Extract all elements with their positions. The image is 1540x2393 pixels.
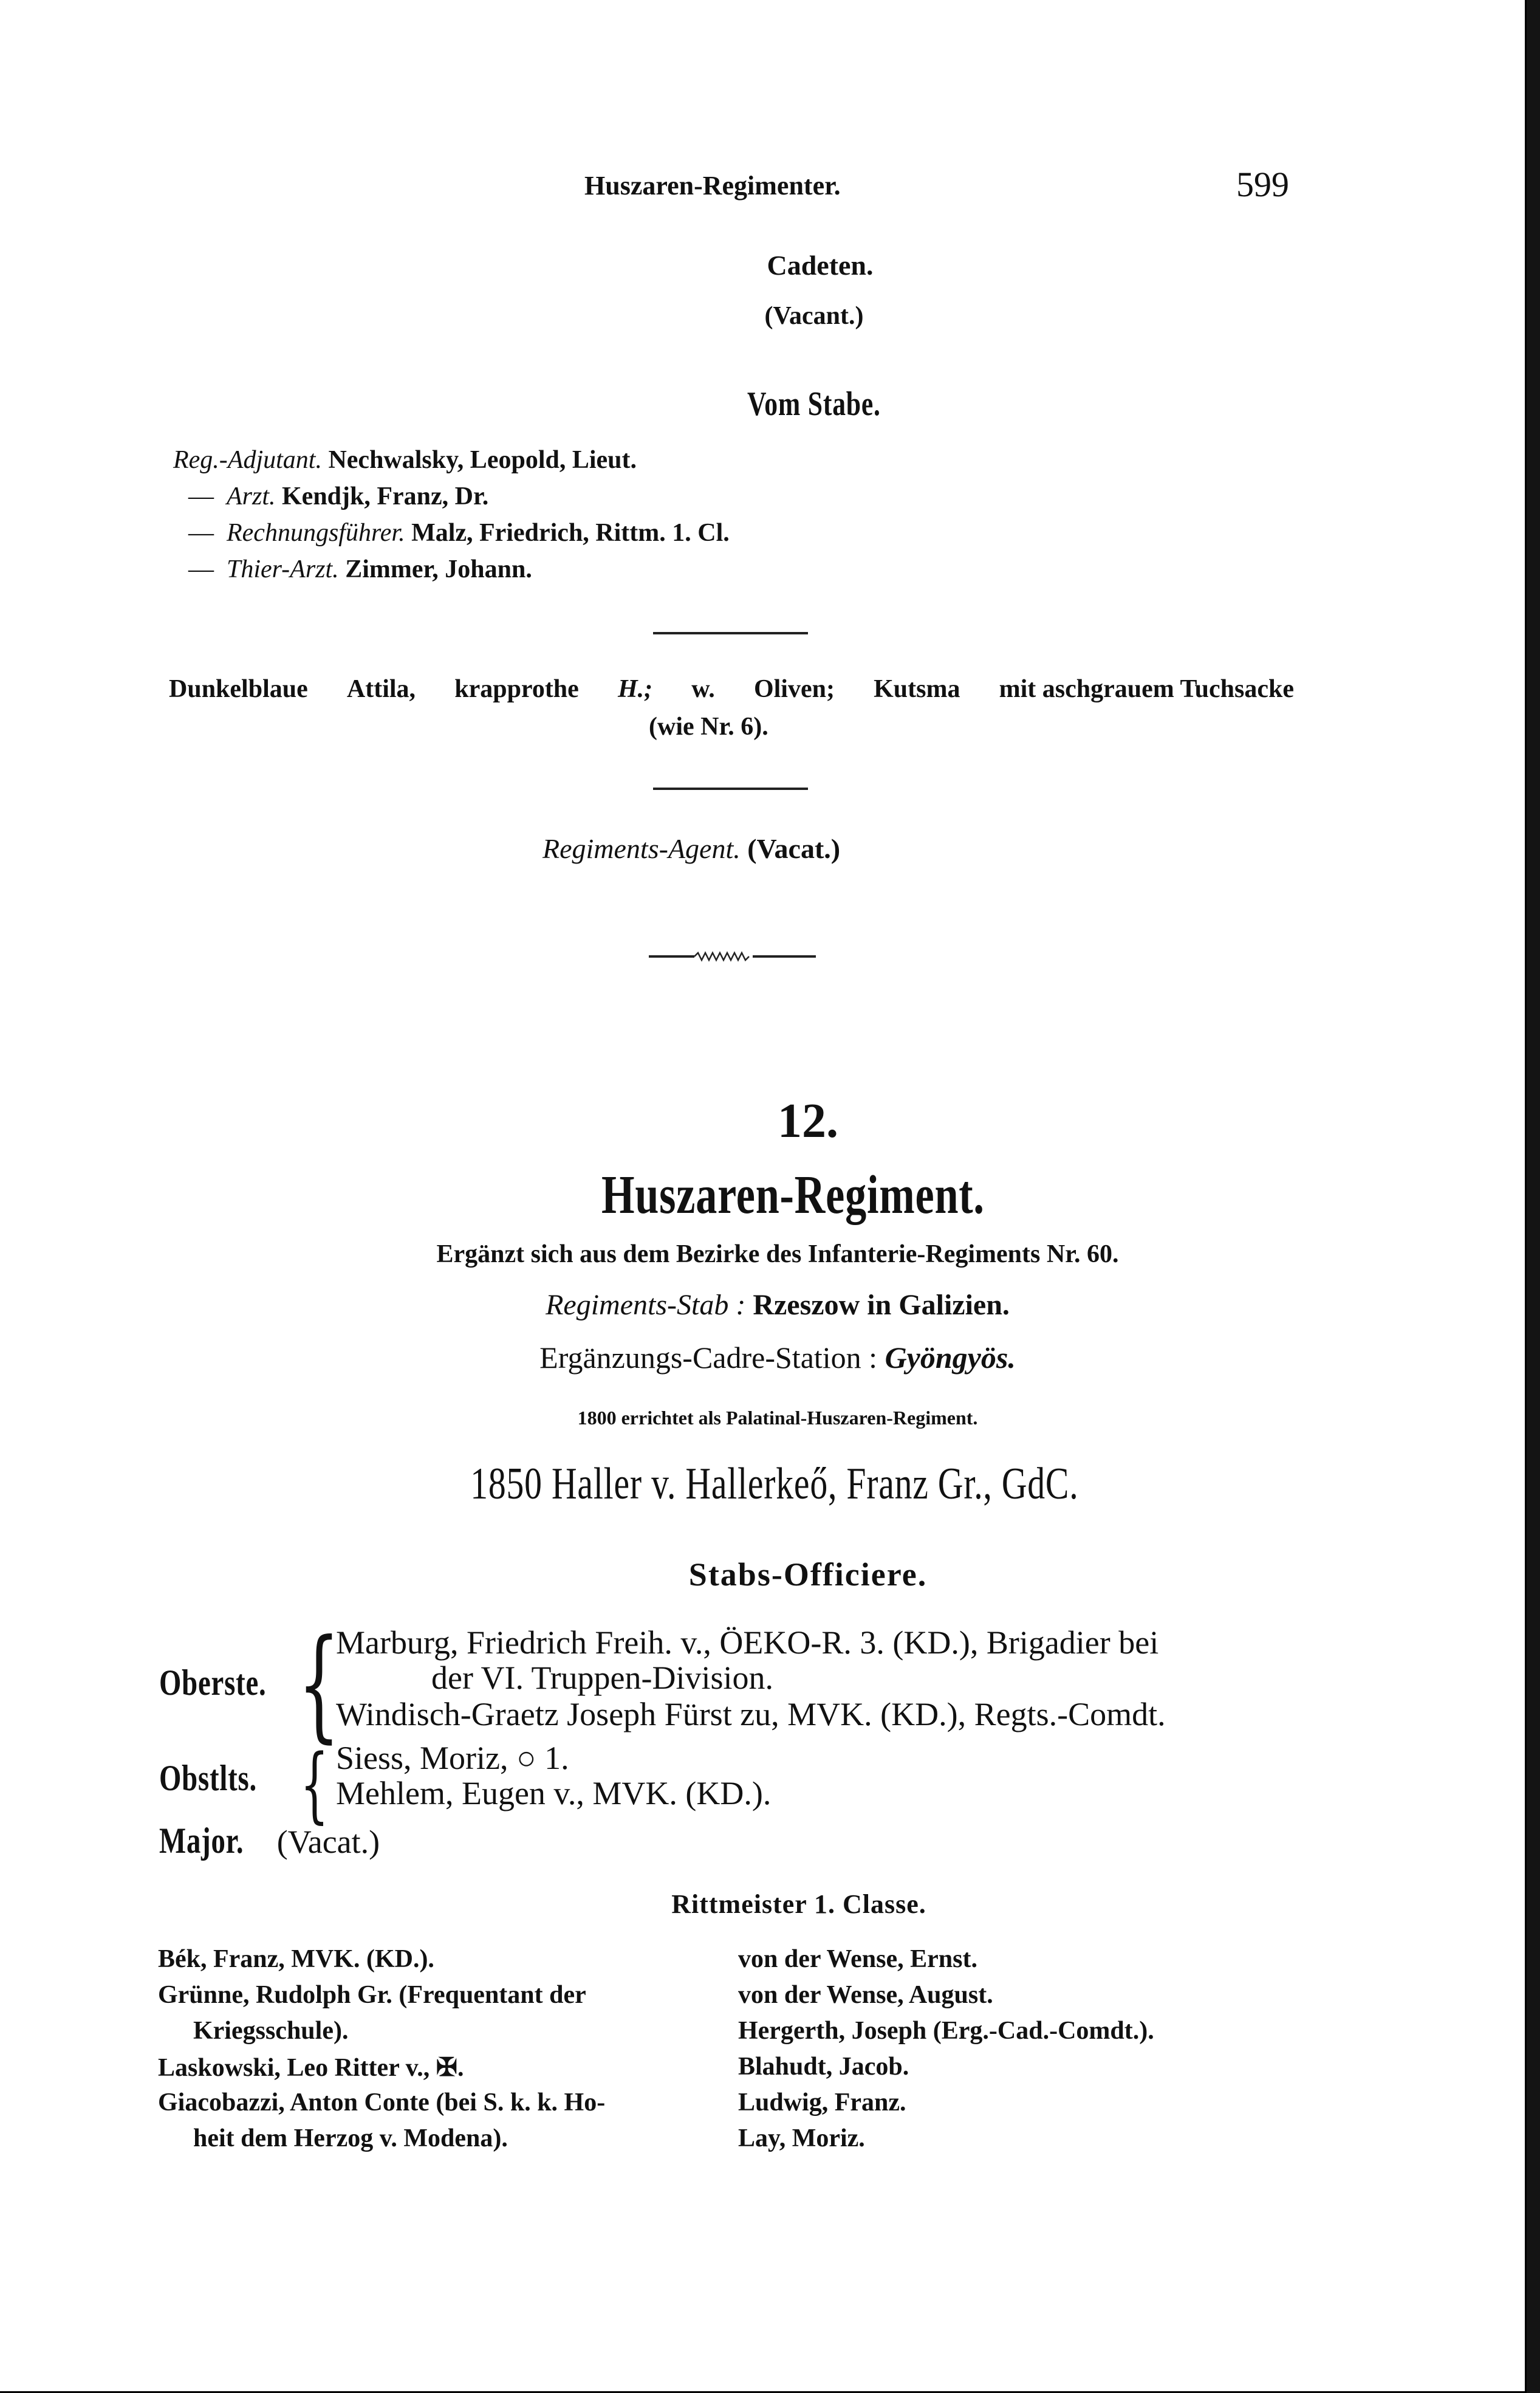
staff-entry: — Rechnungsführer. Malz, Friedrich, Rittm. 1. Cl. [188,519,730,547]
staff-entry: — Thier-Arzt. Zimmer, Johann. [188,555,532,583]
list-item: Grünne, Rudolph Gr. (Frequentant der [158,1981,586,2009]
staff-entry: Reg.-Adjutant. Nechwalsky, Leopold, Lieut. [173,446,637,474]
obstlts-label: Obstlts. [159,1758,257,1798]
section-divider [653,788,808,790]
brace-icon: { [300,1737,329,1832]
cadeten-heading: Cadeten. [767,250,874,281]
officer-line: Windisch-Graetz Joseph Fürst zu, MVK. (KD.), Regts.-Comdt. [336,1696,1166,1732]
regiment-supplement: Ergänzt sich aus dem Bezirke des Infanterie-Regiments Nr. 60. [436,1240,1119,1268]
brace-icon: { [298,1613,340,1755]
list-item: von der Wense, Ernst. [738,1945,977,1973]
list-item: Giacobazzi, Anton Conte (bei S. k. k. Ho- [158,2089,606,2117]
cadeten-status: (Vacant.) [764,302,864,330]
uniform-line-2: (wie Nr. 6). [649,713,768,741]
list-item: Bék, Franz, MVK. (KD.). [158,1945,434,1973]
regiment-number: 12. [778,1094,838,1148]
officer-line: der VI. Truppen-Division. [431,1660,774,1696]
vom-stabe-heading: Vom Stabe. [747,385,881,423]
officer-line: Siess, Moriz, ○ 1. [336,1740,569,1776]
regiments-agent: Regiments-Agent. (Vacat.) [542,833,841,864]
section-divider [653,632,808,634]
staff-entry: — Arzt. Kendjk, Franz, Dr. [188,482,489,510]
list-item: Kriegsschule). [193,2017,349,2045]
officer-line: Mehlem, Eugen v., MVK. (KD.). [336,1775,772,1811]
list-item: Laskowski, Leo Ritter v., ✠. [158,2054,464,2082]
list-item: Ludwig, Franz. [738,2089,906,2117]
uniform-description: Dunkelblaue Attila, krapprothe H.; w. Oliven; Kutsma mit aschgrauem Tuchsacke [169,675,1294,703]
list-item: von der Wense, August. [738,1981,993,2009]
major-line: Major. (Vacat.) [159,1821,380,1861]
list-item: Blahudt, Jacob. [738,2053,909,2081]
list-item: Lay, Moriz. [738,2124,865,2152]
running-title: Huszaren-Regimenter. [584,171,841,201]
regiment-cadre-station: Ergänzungs-Cadre-Station : Gyöngyös. [539,1341,1016,1375]
regiment-title: Huszaren-Regiment. [601,1165,985,1225]
rittmeister-heading: Rittmeister 1. Classe. [671,1889,926,1919]
regiment-owner: 1850 Haller v. Hallerkeő, Franz Gr., GdC. [470,1459,1079,1509]
list-item: Hergerth, Joseph (Erg.-Cad.-Comdt.). [738,2017,1154,2045]
ornamental-divider [649,948,816,963]
regiment-founded: 1800 errichtet als Palatinal-Huszaren-Regiment. [577,1407,978,1429]
officer-line: Marburg, Friedrich Freih. v., ÖEKO-R. 3. (KD.), Brigadier bei [336,1624,1159,1661]
stabs-officiere-heading: Stabs-Officiere. [688,1556,928,1593]
page-number: 599 [1236,165,1289,204]
regiment-stab: Regiments-Stab : Rzeszow in Galizien. [546,1289,1010,1321]
list-item: heit dem Herzog v. Modena). [193,2124,508,2152]
oberste-label: Oberste. [159,1663,267,1703]
